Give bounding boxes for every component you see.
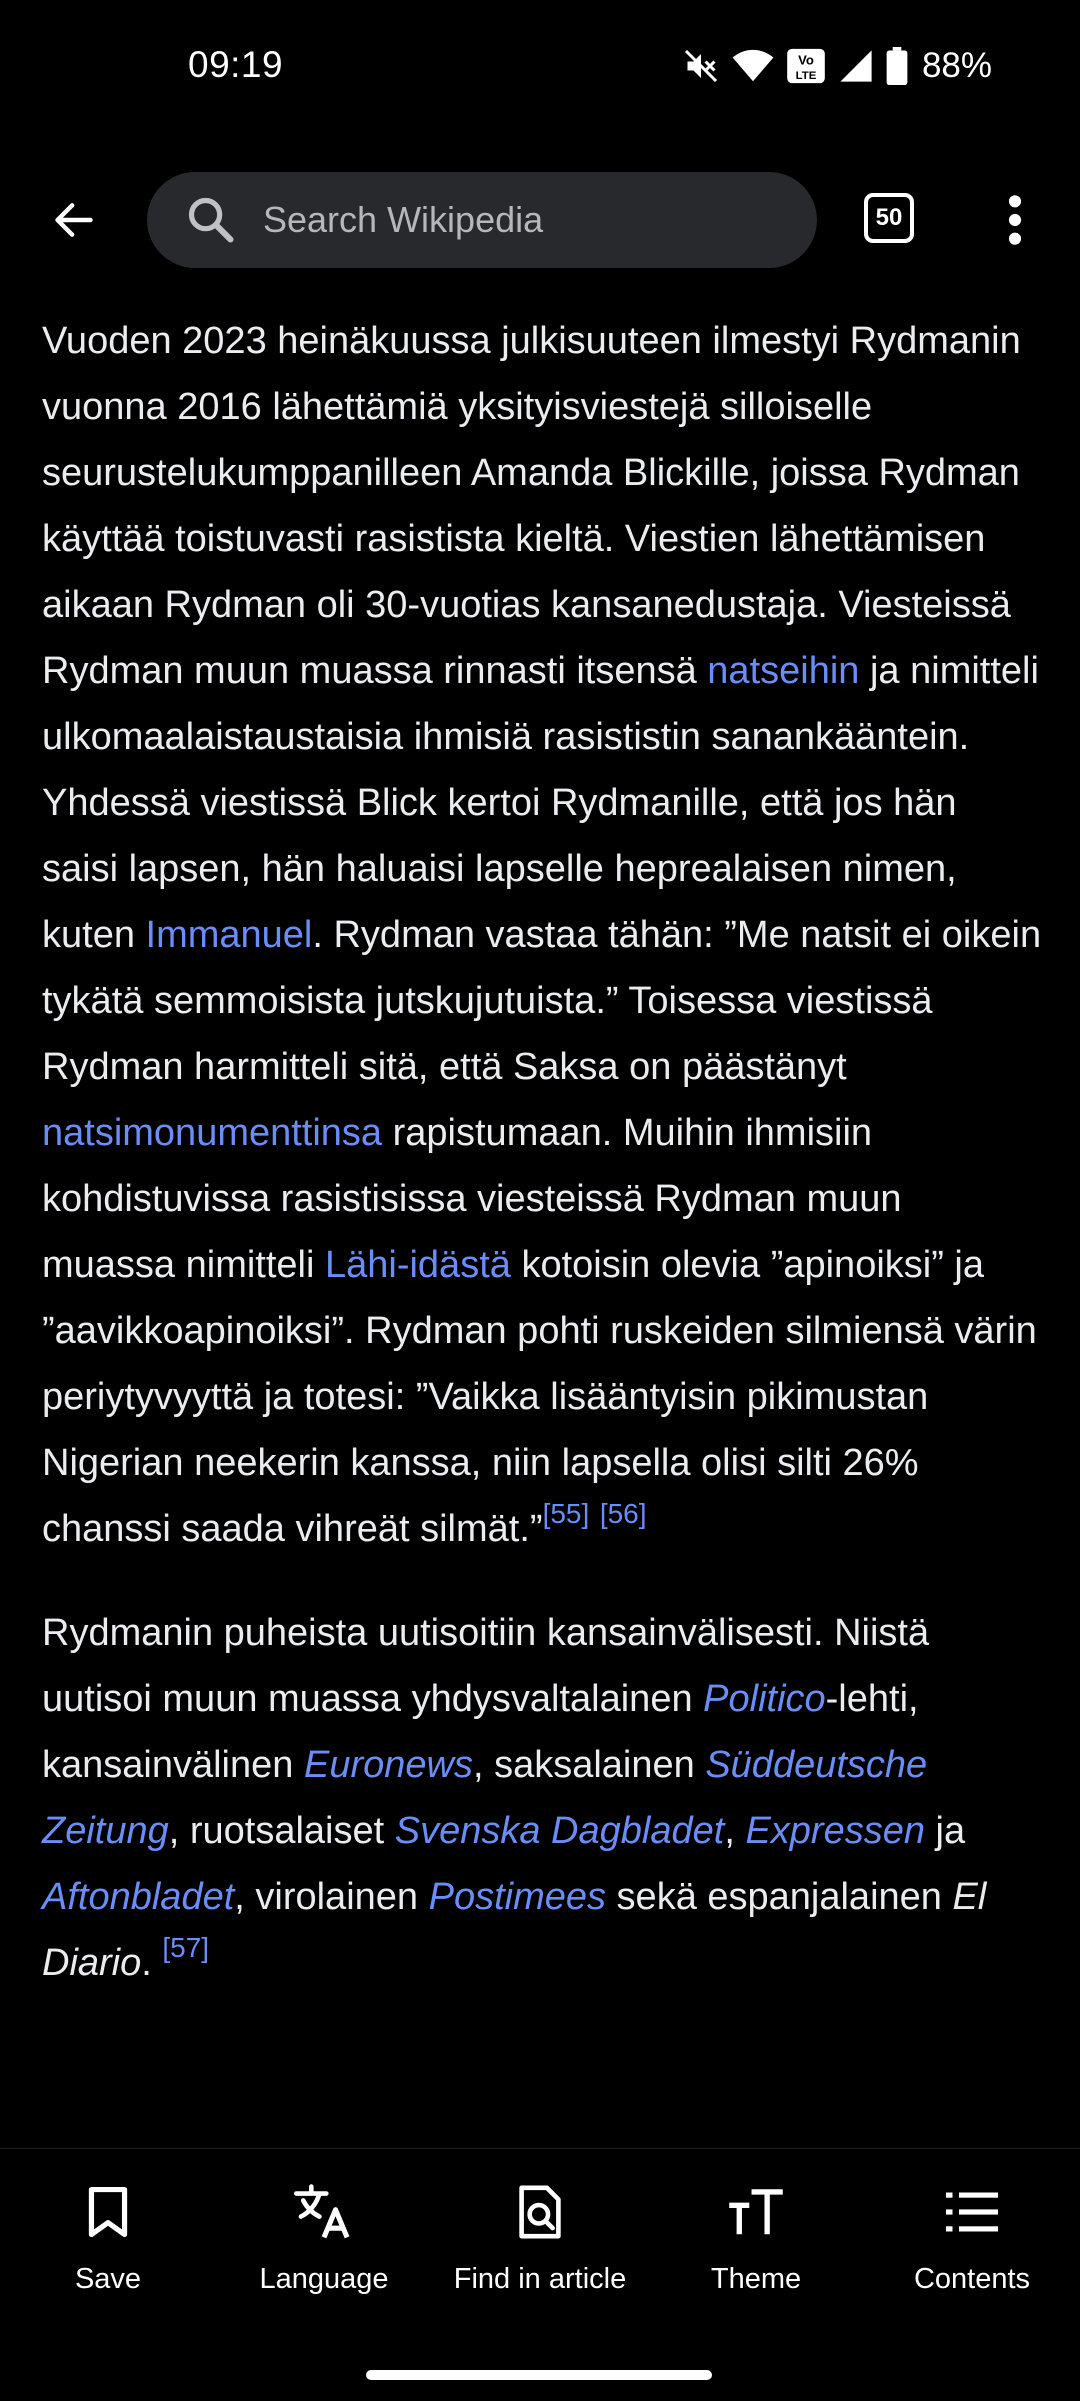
- page-action-bar: [0, 2148, 1080, 2401]
- svg-text:Vo: Vo: [798, 52, 814, 68]
- text-run: rapistumaan. Muihin ihmisiin kohdistuvissa rasistisissa viesteissä Rydman muun muassa nimitteli: [42, 1112, 902, 1286]
- svg-text:LTE: LTE: [795, 70, 817, 83]
- article-link[interactable]: Svenska Dagbladet: [394, 1810, 725, 1852]
- status-time: 09:19: [188, 44, 284, 85]
- overflow-menu-button[interactable]: [990, 192, 1040, 248]
- citation-link[interactable]: [57]: [162, 1932, 210, 1963]
- tabs-count: 50: [875, 204, 903, 231]
- theme-label: Theme: [710, 2263, 802, 2295]
- text-run: kotoisin olevia ”apinoiksi” ja ”aavikkoapinoiksi”. Rydman pohti ruskeiden silmiensä värin periytyvyyttä ja totesi: ”Vaikka lisääntyisin pikimustan Nigerian neekerin kanssa, niin lapsella olisi silti 26% chanssi saada vihreät silmät.”: [42, 1244, 1037, 1550]
- status-icons: [682, 46, 992, 86]
- text-run: Rydmanin puheista uutisoitiin kansainvälisesti. Niistä uutisoi muun muassa yhdysvaltalainen: [42, 1612, 930, 1720]
- citation-link[interactable]: [55]: [542, 1498, 590, 1529]
- language-button[interactable]: [216, 2179, 432, 2319]
- text-run: , ruotsalaiset: [168, 1810, 395, 1852]
- contents-label: Contents: [913, 2263, 1031, 2295]
- wifi-icon: [732, 49, 774, 83]
- status-bar: [0, 0, 1080, 140]
- text-run: ja: [924, 1810, 966, 1852]
- battery-percent: 88%: [921, 46, 992, 85]
- article-link[interactable]: Postimees: [428, 1876, 606, 1918]
- text-run: -lehti, kansainvälinen: [42, 1678, 919, 1786]
- text-run: sekä espanjalainen: [606, 1876, 953, 1918]
- article-link[interactable]: Aftonbladet: [42, 1876, 235, 1918]
- find-in-article-button[interactable]: [432, 2179, 648, 2319]
- article-link[interactable]: Immanuel: [145, 914, 313, 956]
- save-label: Save: [74, 2263, 142, 2295]
- signal-icon: [838, 49, 874, 83]
- citation: [600, 1498, 647, 1529]
- list-icon: [946, 2190, 998, 2234]
- article-link[interactable]: Expressen: [745, 1810, 925, 1852]
- save-button[interactable]: [0, 2179, 216, 2319]
- bookmark-icon: [86, 2186, 130, 2238]
- article-content: [42, 308, 1042, 1996]
- translate-icon: [294, 2183, 354, 2241]
- more-vert-icon: [990, 192, 1040, 248]
- find-in-article-label: Find in article: [453, 2263, 627, 2295]
- italic-text: El Diario: [42, 1876, 987, 1984]
- text-run: , virolainen: [234, 1876, 429, 1918]
- citation: [162, 1932, 209, 1963]
- top-app-bar: [0, 170, 1080, 270]
- article-paragraph: [42, 1600, 1042, 1996]
- tabs-button[interactable]: [864, 193, 914, 243]
- theme-button[interactable]: [648, 2179, 864, 2319]
- citation: [543, 1498, 590, 1529]
- contents-button[interactable]: [864, 2179, 1080, 2319]
- text-run: Vuoden 2023 heinäkuussa julkisuuteen ilmestyi Rydmanin vuonna 2016 lähettämiä yksityisviestejä silloiselle seurustelukumppanilleen Amanda Blickille, joissa Rydman käyttää toistuvasti rasistista kieltä. Viestien lähettämisen aikaan Rydman oli 30-vuotias kansanedustaja. Viesteissä Rydman muun muassa rinnasti itsensä: [42, 320, 1021, 692]
- search-bar[interactable]: [147, 172, 817, 268]
- back-button[interactable]: [38, 190, 110, 250]
- text-size-icon: [727, 2187, 785, 2237]
- language-label: Language: [259, 2263, 389, 2295]
- text-run: .: [141, 1942, 163, 1984]
- battery-icon: [886, 47, 908, 85]
- article-link[interactable]: natsimonumenttinsa: [42, 1112, 383, 1154]
- volte-icon: [786, 48, 826, 84]
- mute-icon: [682, 48, 720, 84]
- article-link[interactable]: natseihin: [707, 650, 860, 692]
- text-run: , saksalainen: [472, 1744, 706, 1786]
- text-run: [589, 1508, 600, 1550]
- search-input[interactable]: [263, 172, 783, 268]
- home-indicator[interactable]: [366, 2370, 712, 2380]
- citation-link[interactable]: [56]: [599, 1498, 647, 1529]
- search-icon: [185, 194, 237, 246]
- article-paragraph: [42, 308, 1042, 1562]
- find-in-page-icon: [517, 2184, 563, 2240]
- text-run: ja nimitteli ulkomaalaistaustaisia ihmisiä rasististin sanankääntein. Yhdessä viestissä Blick kertoi Rydmanille, että jos hän saisi lapsen, hän haluaisi lapselle heprealaisen nimen, kuten: [42, 650, 1039, 956]
- article-link[interactable]: Süddeutsche Zeitung: [42, 1744, 928, 1852]
- article-link[interactable]: Politico: [703, 1678, 826, 1720]
- arrow-back-icon: [50, 198, 98, 242]
- article-link[interactable]: Euronews: [303, 1744, 473, 1786]
- text-run: ,: [724, 1810, 746, 1852]
- text-run: . Rydman vastaa tähän: ”Me natsit ei oikein tykätä semmoisista jutskujutuista.” Toisessa viestissä Rydman harmitteli sitä, että Saksa on päästänyt: [42, 914, 1042, 1088]
- article-link[interactable]: Lähi-idästä: [324, 1244, 511, 1286]
